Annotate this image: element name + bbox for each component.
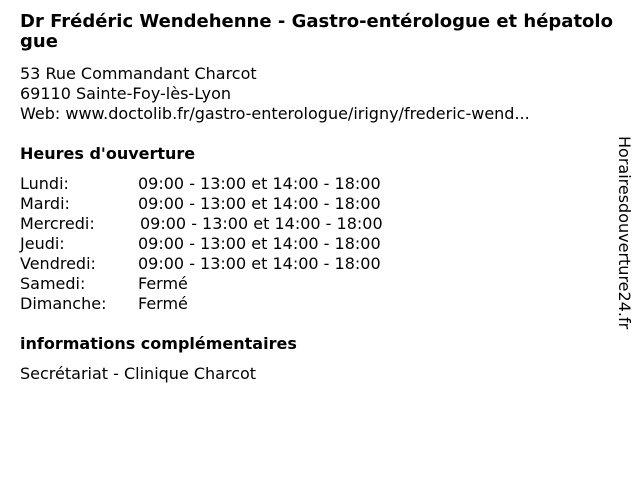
time-value: 09:00 - 13:00 et 14:00 - 18:00 xyxy=(140,214,383,233)
hours-row-monday xyxy=(20,174,440,194)
hours-row-friday xyxy=(20,254,440,274)
day-label: Dimanche: xyxy=(20,294,107,313)
hours-row-saturday xyxy=(20,274,440,294)
hours-row-wednesday xyxy=(20,214,440,234)
day-label: Lundi: xyxy=(20,174,69,193)
hours-row-sunday xyxy=(20,294,440,314)
day-label: Vendredi: xyxy=(20,254,96,273)
hours-table xyxy=(20,174,440,314)
page-title: Dr Frédéric Wendehenne - Gastro-entérologue et hépatologue xyxy=(20,11,613,52)
time-value: 09:00 - 13:00 et 14:00 - 18:00 xyxy=(138,174,381,193)
street-address: 53 Rue Commandant Charcot xyxy=(20,64,257,83)
day-label: Samedi: xyxy=(20,274,86,293)
address-block xyxy=(20,64,530,124)
city-address: 69110 Sainte-Foy-lès-Lyon xyxy=(20,84,232,103)
time-value: 09:00 - 13:00 et 14:00 - 18:00 xyxy=(138,254,381,273)
day-label: Mercredi: xyxy=(20,214,95,233)
website-link[interactable]: Web: www.doctolib.fr/gastro-enterologue/irigny/frederic-wend... xyxy=(20,104,530,123)
watermark xyxy=(612,136,634,346)
day-label: Mardi: xyxy=(20,194,70,213)
info-text: Secrétariat - Clinique Charcot xyxy=(20,364,257,383)
time-value: 09:00 - 13:00 et 14:00 - 18:00 xyxy=(138,234,381,253)
time-value: Fermé xyxy=(138,274,188,293)
hours-row-tuesday xyxy=(20,194,440,214)
hours-row-thursday xyxy=(20,234,440,254)
hours-heading: Heures d'ouverture xyxy=(20,144,196,163)
day-label: Jeudi: xyxy=(20,234,65,253)
time-value: Fermé xyxy=(138,294,188,313)
time-value: 09:00 - 13:00 et 14:00 - 18:00 xyxy=(138,194,381,213)
info-heading: informations complémentaires xyxy=(20,334,297,353)
watermark-text: Horairesdouverture24.fr xyxy=(615,136,634,330)
